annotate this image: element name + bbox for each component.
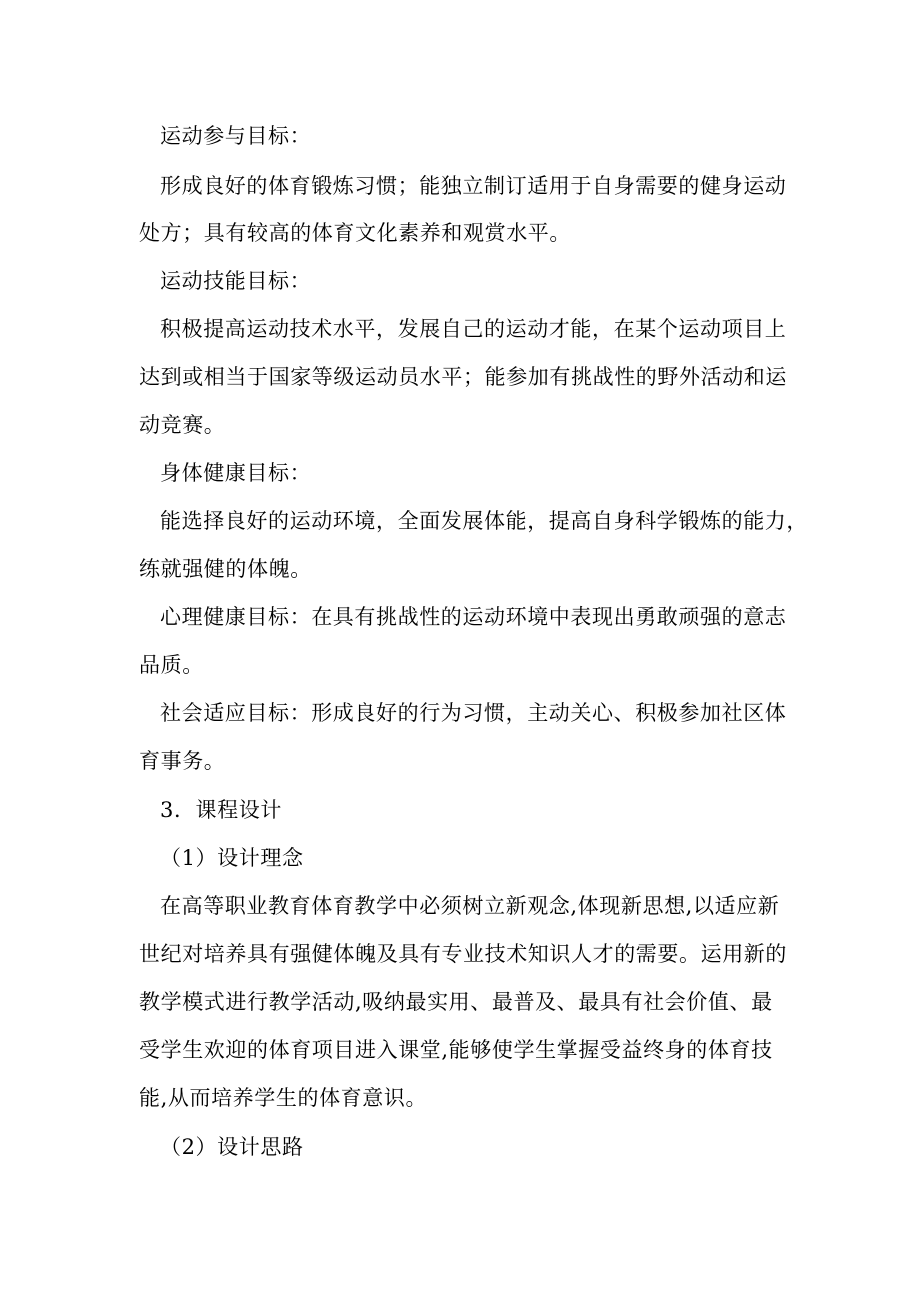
- subsection-heading-design-approach: （2）设计思路: [160, 1135, 304, 1159]
- text-line: 世纪对培养具有强健体魄及具有专业技术知识人才的需要。运用新的: [139, 942, 787, 966]
- text-line-mental-health-goal: 心理健康目标：在具有挑战性的运动环境中表现出勇敢顽强的意志: [160, 605, 787, 629]
- text-line: 能,从而培养学生的体育意识。: [139, 1086, 428, 1110]
- text-line: 动竞赛。: [139, 413, 226, 437]
- text-line: 在高等职业教育体育教学中必须树立新观念,体现新思想,以适应新: [160, 894, 780, 918]
- text-line: 能选择良好的运动环境，全面发展体能，提高自身科学锻炼的能力，: [160, 509, 808, 533]
- text-line: 形成良好的体育锻炼习惯；能独立制订适用于自身需要的健身运动: [160, 174, 787, 198]
- text-line: 处方；具有较高的体育文化素养和观赏水平。: [139, 221, 571, 245]
- text-line: 达到或相当于国家等级运动员水平；能参加有挑战性的野外活动和运: [139, 365, 787, 389]
- section-heading-course-design: 3．课程设计: [160, 798, 282, 822]
- heading-sports-skill-goal: 运动技能目标：: [160, 269, 312, 293]
- text-line: 受学生欢迎的体育项目进入课堂,能够使学生掌握受益终身的体育技: [139, 1038, 773, 1062]
- text-line-social-adaptation-goal: 社会适应目标：形成良好的行为习惯，主动关心、积极参加社区体: [160, 701, 787, 725]
- text-line: 积极提高运动技术水平，发展自己的运动才能，在某个运动项目上: [160, 317, 787, 341]
- text-line: 教学模式进行教学活动,吸纳最实用、最普及、最具有社会价值、最: [139, 990, 773, 1014]
- text-line: 育事务。: [139, 749, 226, 773]
- subsection-heading-design-concept: （1）设计理念: [160, 846, 304, 870]
- heading-physical-health-goal: 身体健康目标：: [160, 461, 312, 485]
- text-line: 练就强健的体魄。: [139, 557, 312, 581]
- heading-sports-participation-goal: 运动参与目标：: [160, 124, 312, 148]
- text-line: 品质。: [139, 653, 204, 677]
